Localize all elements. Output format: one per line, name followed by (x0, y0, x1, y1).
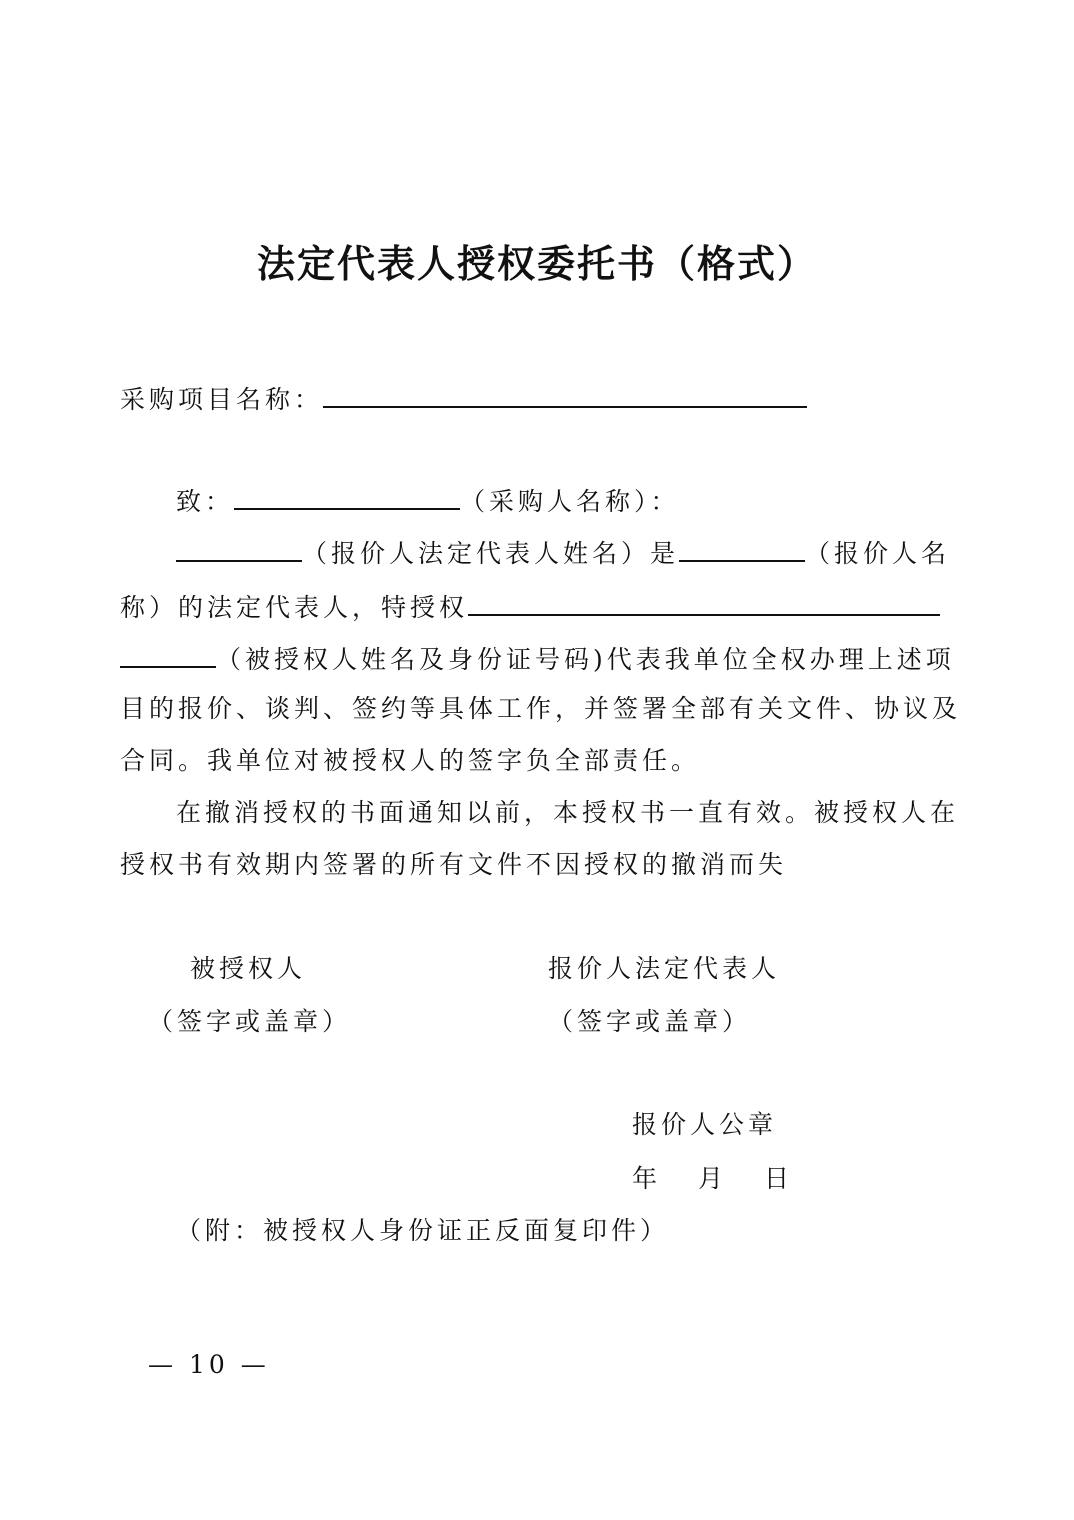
body-line-8: 授权书有效期内签署的所有文件不因授权的撤消而失 (120, 850, 788, 879)
project-name-row (120, 380, 807, 417)
body-line-4 (120, 640, 955, 677)
grantee-note: （被授权人姓名及身份证号码)代表我单位全权办理上述项 (216, 645, 955, 674)
grantee-blank[interactable] (468, 588, 940, 616)
bidder-seal-label: 报价人公章 (632, 1110, 778, 1139)
body-line-3 (120, 588, 940, 625)
bidder-name-blank[interactable] (679, 534, 805, 562)
line3-text: 称）的法定代表人，特授权 (120, 593, 469, 622)
legal-rep-sign-note: （签字或盖章） (548, 1007, 752, 1036)
rep-name-note: （报价人法定代表人姓名）是 (302, 539, 680, 568)
body-line-2 (176, 534, 950, 571)
attachment-note: （附：被授权人身份证正反面复印件） (176, 1216, 670, 1245)
project-name-label: 采购项目名称： (120, 385, 324, 414)
body-line-5: 目的报价、谈判、签约等具体工作，并签署全部有关文件、协议及 (120, 694, 962, 723)
grantee-sign-note: （签字或盖章） (148, 1007, 352, 1036)
legal-rep-label: 报价人法定代表人 (548, 954, 781, 983)
bidder-name-note: （报价人名 (805, 539, 951, 568)
page-number: — 10 — (148, 1350, 270, 1379)
rep-name-blank[interactable] (176, 534, 302, 562)
body-line-6: 合同。我单位对被授权人的签字负全部责任。 (120, 746, 701, 775)
document-title: 法定代表人授权委托书（格式） (256, 242, 817, 286)
to-label: 致： (176, 487, 235, 516)
body-line-7: 在撤消授权的书面通知以前，本授权书一直有效。被授权人在 (176, 798, 960, 827)
project-name-blank[interactable] (323, 380, 807, 408)
grantee-id-blank[interactable] (120, 640, 216, 668)
purchaser-note: （采购人名称）： (460, 487, 680, 516)
addressee-row (176, 482, 680, 519)
date-line: 年 月 日 (632, 1164, 798, 1193)
purchaser-name-blank[interactable] (234, 482, 460, 510)
grantee-label: 被授权人 (190, 954, 307, 983)
